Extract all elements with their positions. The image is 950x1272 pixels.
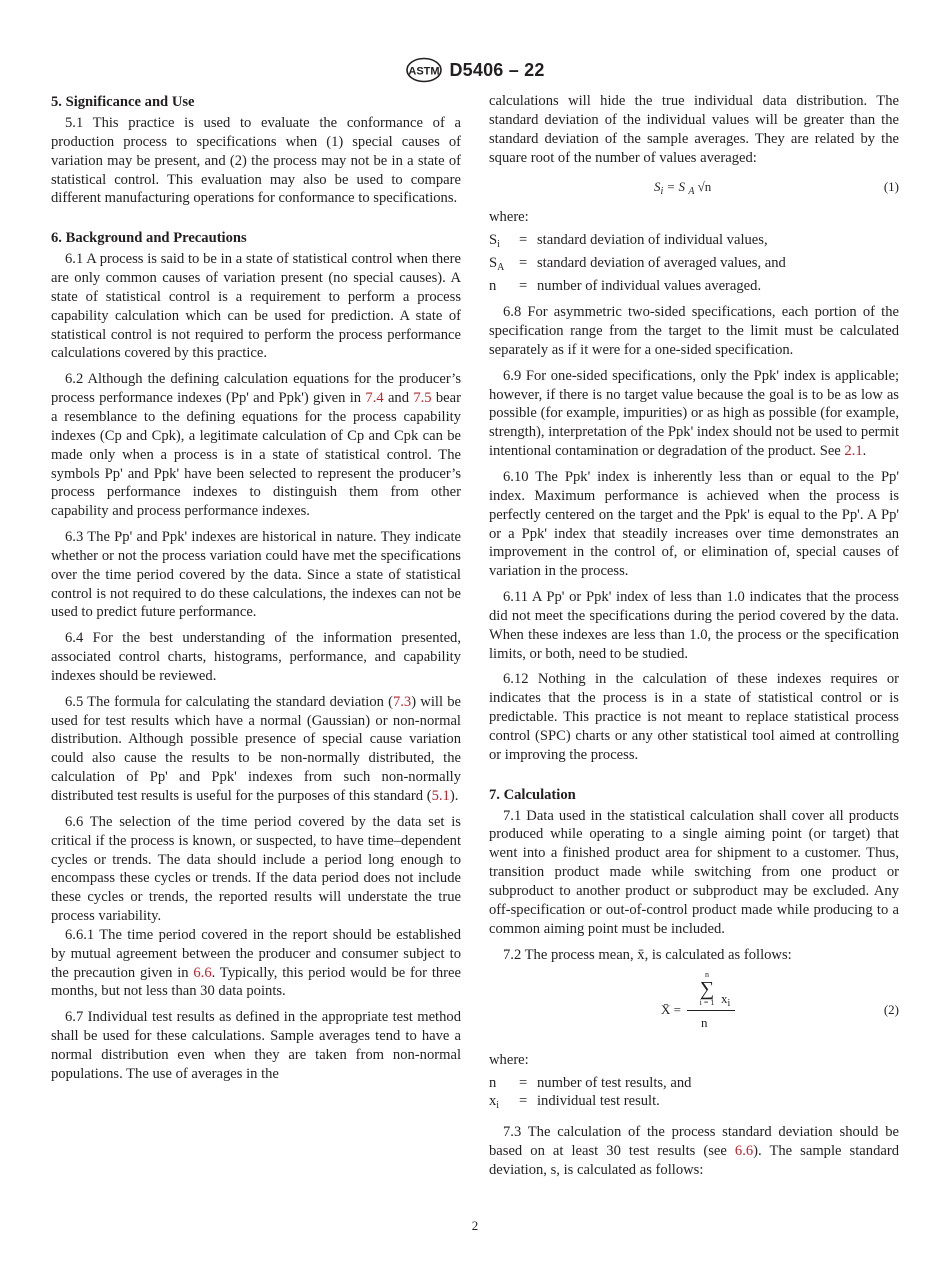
para-6-3: 6.3 The Pp' and Ppk' indexes are historical in nature. They indicate whether or not the process variation could have met the specifications over the time period covered by the data. Since a state of statistical control is not required to do these calculations, the indexes can not be used to predict future performance. — [51, 529, 461, 621]
link-7-3[interactable]: 7.3 — [392, 693, 412, 710]
link-7-4[interactable]: 7.4 — [365, 390, 384, 407]
para-5-1: 5.1 This practice is used to evaluate the conformance of a production process to specifications when (1) special causes of variation may be present, and (2) the process may not be in a state of statistical control. This evaluation may also be used to compare different manufacturing operations for conformance to specifications. — [51, 115, 461, 207]
para-7-1: 7.1 Data used in the statistical calculation shall cover all products produced while operating to a single aiming point (or target) that went into a finished product area for shipment to a customer. Thus, transition product made while switching from one product or subproduct to another product or subproduct may be excluded. Any off-specification or out-of-control product made while producing to a common aiming point must be included. — [489, 807, 899, 937]
section-7-heading: 7. Calculation — [489, 786, 576, 803]
para-6-6: 6.6 The selection of the time period covered by the data set is critical if the process is known, or suspected, to have time–dependent cycles or trends. The data should include a period long enough to encompass these cycles or trends. If the data period does not include these cycles or trends, the reported results will understate the true process variability. — [51, 813, 461, 925]
para-6-7: 6.7 Individual test results as defined in the appropriate test method shall be used for these calculations. Sample averages tend to have a normal distribution even when they are taken from non-normal populations. The use of averages in the — [51, 1009, 461, 1082]
para-6-4: 6.4 For the best understanding of the information presented, associated control charts, histograms, performance, and capability indexes should be reviewed. — [51, 630, 461, 684]
definition-item: $S_i$ = standard deviation of individual values, — [489, 232, 768, 251]
para-6-9: 6.9 For one-sided specifications, only the Ppk' index is applicable; however, if there is no target value because the goal is to be as low as possible (for example, impurities) or as high as possible (for example, strength), interpretation of the Ppk' index should not be used to permit intentional contamination or degradation of the product. See 2.1. — [489, 367, 899, 460]
para-7-3: 7.3 The calculation of the process standard deviation should be based on at least 30 test results (see 6.6). The sample standard deviation, s, is calculated as follows: — [489, 1124, 899, 1178]
equation-number: (1) — [883, 179, 899, 195]
para-6-11: 6.11 A Pp' or Ppk' index of less than 1.0 indicates that the process did not meet the specifications during the period covered by the data. When these indexes are less than 1.0, the process or the specification limits, or both, need to be studied. — [489, 589, 899, 662]
right-column — [489, 92, 899, 1187]
link-6-6[interactable]: 6.6 — [193, 964, 212, 981]
para-6-8: 6.8 For asymmetric two-sided specifications, each portion of the specification range from the target to the limit must be calculated separately as if it were for a one-sided specification. — [489, 304, 899, 358]
para-6-2: 6.2 Although the defining calculation equations for the producer’s process performance indexes (Pp' and Ppk') given in 7.4 and 7.5 bear a resemblance to the defining equations for the process capability indexes (Cp and Cpk), a legitimate calculation of Cp and Cpk can be made only when a process is in a state of statistical control. The symbols Pp' and Ppk' have been selected to represent the producer’s process performance indexes to distinguish them from other capability and process performance indexes. — [51, 371, 461, 520]
para-6-10: 6.10 The Ppk' index is inherently less than or equal to the Pp' index. Maximum performance is achieved when the process is perfectly centered on the target and the Ppk' is equal to the Pp'. A Pp' or a Ppk' index that steadily increases over time demonstrates an improvement in the control of, or elimination of, special causes of variation in the process. — [489, 468, 899, 580]
page-header — [0, 56, 950, 84]
definition-item: n = number of individual values averaged. — [489, 278, 762, 295]
link-7-5[interactable]: 7.5 — [413, 390, 432, 407]
link-2-1[interactable]: 2.1 — [844, 443, 863, 460]
link-5-1[interactable]: 5.1 — [431, 788, 450, 804]
equation-1: $S_i = S$ $_A$ √n (1) — [654, 179, 899, 198]
para-6-5: 6.5 The formula for calculating the standard deviation (7.3) will be used for test results which have a normal (Gaussian) or non-normal distribution. Although possible presence of special cause variation could also cause the results to be non-normally distributed, the calculation of Pp' and Ppk' indexes from such non-normally distributed test results is useful for the purposes of this standard (5.1). — [51, 693, 461, 804]
definition-item: $x_i$ = individual test result. — [489, 1093, 660, 1112]
equation-number: (2) — [883, 1002, 899, 1018]
para-6-12: 6.12 Nothing in the calculation of these indexes requires or indicates that the process is in a state of statistical control or is predictable. This practice is not meant to replace statistical process control (SPC) charts or any other statistical tool aimed at controlling or improving the process. — [489, 671, 899, 763]
definition-item: n = number of test results, and — [489, 1075, 692, 1092]
section-6-heading: 6. Background and Precautions — [51, 230, 247, 247]
definitions-list-2 — [489, 1074, 899, 1115]
definitions-list-1 — [489, 231, 899, 295]
para-6-6-1: 6.6.1 The time period covered in the report should be established by mutual agreement between the producer and consumer subject to the precaution given in 6.6. Typically, this period would be for three months, but not less than 30 data points. — [51, 926, 461, 1000]
page-number: 2 — [471, 1218, 479, 1233]
where-label: where: — [489, 1052, 529, 1069]
para-7-2: 7.2 The process mean, x̄, is calculated as follows: — [503, 946, 792, 963]
astm-logo-icon — [405, 57, 443, 83]
definition-item: $S_A$ = standard deviation of averaged values, and — [489, 255, 786, 274]
left-column — [51, 92, 461, 1091]
link-6-6[interactable]: 6.6 — [734, 1143, 754, 1160]
para-6-1: 6.1 A process is said to be in a state of statistical control when there are only common causes of variation present (no special causes). A state of statistical control is a requirement to perform a process capability calculation which can be used for prediction. A state of statistical control is not required to perform the process performance calculations covered by this practice. — [51, 251, 461, 362]
svg-text:ASTM: ASTM — [408, 65, 441, 78]
document-id: D5406 – 22 — [449, 59, 545, 80]
equation-2: X̄ = n ∑ i = 1 $x_i$ n (2) — [661, 970, 899, 1031]
section-5-heading: 5. Significance and Use — [51, 94, 195, 110]
para-6-7-continued: calculations will hide the true individual data distribution. The standard deviation of the individual values will be greater than the standard deviation of the sample averages. They are related by the square root of the number of values averaged: — [489, 93, 899, 166]
where-label: where: — [489, 209, 529, 226]
